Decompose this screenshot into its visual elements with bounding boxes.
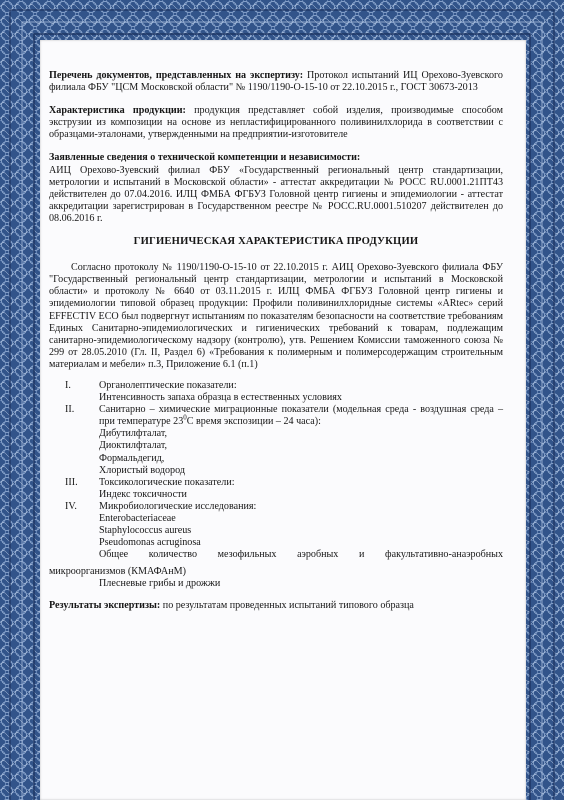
list-subitem: Диоктилфталат,: [99, 440, 168, 452]
list-continuation: микроорганизмов (КМАФАнМ): [49, 566, 186, 578]
list-subitem: Формальдегид,: [99, 452, 165, 464]
documents-label: Перечень документов, представленных на экспертизу:: [49, 70, 304, 81]
list-subitem: Хлористый водород: [99, 464, 185, 476]
list-item-title: Органолептические показатели:: [99, 379, 237, 391]
list-subitem: Pseudomonas acruginosa: [99, 537, 201, 549]
documents-paragraph: [49, 70, 503, 94]
list-number: I.: [65, 379, 71, 391]
list-item: [49, 501, 503, 561]
competence-paragraph: [49, 152, 503, 225]
competence-text: АИЦ Орехово-Зуевский филиал ФБУ «Государственный региональный центр стандартизации, метрологии и испытаний в Московской области» - аттестат аккредитации № РОСС RU.0001.21ПТ43 действителен до 07.04.2016. ИЛЦ ФМБА ФГБУЗ Головной центр гигиены и эпидемиологии - аттестат аккредитации зарегистрирован в Государственном реестре № РОСС.RU.0001.510207 действителен до 08.06.2016 г.: [49, 164, 503, 224]
list-item-title: Токсикологические показатели:: [99, 476, 235, 488]
product-characteristics-text: продукция представляет собой изделия, производимые способом экструзии из композиции на основе из непластифицированного поливинилхлорида в соответствии с образцами-эталонами, утвержденными на предприятии-изготовителе: [49, 105, 503, 141]
list-item-title: Микробиологические исследования:: [99, 500, 257, 512]
list-number: IV.: [65, 500, 77, 512]
list-subitem: Индекс токсичности: [99, 488, 187, 500]
list-item-title: Санитарно – химические миграционные показатели (модельная среда - воздушная среда –при температуре $23^0С$ время экспозиции – 24 часа):: [99, 404, 503, 428]
list-subitem: Enterobacteriaceae: [99, 513, 176, 524]
list-number: II.: [65, 404, 75, 416]
list-item: [49, 477, 503, 501]
results-paragraph: [49, 600, 503, 612]
list-item: [49, 404, 503, 477]
list-subitem: Общее количество мезофильных аэробных и факультативно-анаэробных: [99, 549, 503, 561]
indicators-list: [49, 380, 503, 561]
document-content: [49, 70, 503, 612]
list-subitem: Дибутилфталат,: [99, 428, 168, 440]
results-text: по результатам проведенных испытаний типового образца: [160, 599, 414, 611]
list-subitem: Staphylococcus aureus: [99, 525, 192, 537]
documents-text: Протокол испытаний ИЦ Орехово-Зуевского филиала ФБУ "ЦСМ Московской области" № 1190/1190-О-15-10 от 22.10.2015 г., ГОСТ 30673-2013: [49, 70, 503, 94]
list-number: III.: [65, 476, 78, 488]
product-characteristics-paragraph: [49, 105, 503, 141]
product-characteristics-label: Характеристика продукции:: [49, 105, 186, 117]
list-item: [49, 380, 503, 404]
list-subitem: Плесневые грибы и дрожжи: [99, 578, 221, 590]
list-subitem: Интенсивность запаха образца в естественных условиях: [99, 392, 342, 404]
section-heading: ГИГИЕНИЧЕСКАЯ ХАРАКТЕРИСТИКА ПРОДУКЦИИ: [133, 236, 419, 248]
main-paragraph: Согласно протоколу № 1190/1190-О-15-10 от 22.10.2015 г. АИЦ Орехово-Зуевского филиала ФБУ "Государственный региональный центр стандартизации, метрологии и испытаний в Московской области» и протоколу № 6640 от 03.11.2015 г. ИЛЦ ФМБА ФГБУЗ Головной центр гигиены и эпидемиологии типовой образец продукции: Профили поливинилхлоридные системы «ARtec» серий EFFECTIV ECO был подвергнут испытаниям по показателям безопасности на соответствие требованиям Единых Санитарно-эпидемиологических и гигиенических требований к товарам, подлежащим санитарно-эпидемиологическому надзору (контролю), утв. Решением Комиссии таможенного союза № 299 от 28.05.2010 (Гл. II, Раздел 6) «Требования к полимерным и полимерсодержащим строительным материалам и мебели» п.3, Приложение 6.1 (п.1): [49, 262, 503, 370]
results-label: Результаты экспертизы:: [49, 599, 161, 611]
competence-label: Заявленные сведения о технической компетенции и независимости:: [49, 152, 361, 164]
